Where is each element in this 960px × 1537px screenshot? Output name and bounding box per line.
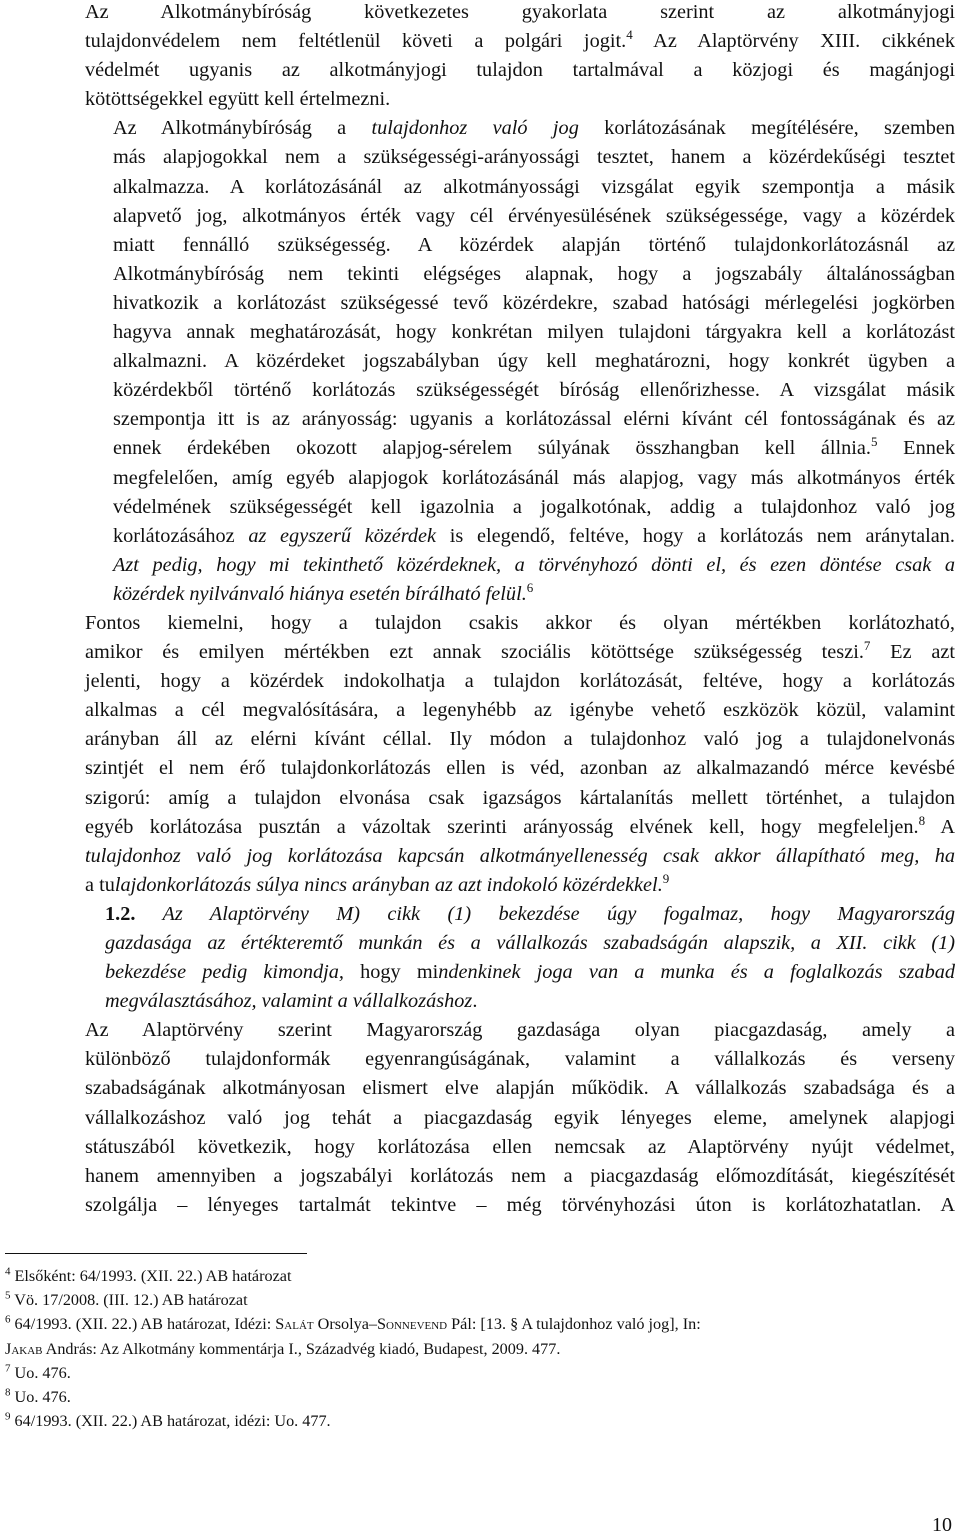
text: hanem amennyiben a jogszabályi korlátozás nem a piacgazdaság előmozdítását, kiegészítését (85, 1164, 955, 1187)
document-page (5, 0, 955, 1220)
text-line (5, 929, 955, 958)
text: A (925, 815, 956, 838)
text: szolgálja – lényeges tartalmát tekintve – még törvényhozási úton is korlátozhatatlan. A (85, 1193, 955, 1216)
text: Az Alaptörvény XIII. cikkének (632, 30, 956, 53)
text-line (5, 958, 955, 987)
text: korlátozásának megítélésére, szemben (578, 117, 956, 140)
text-line (5, 609, 955, 638)
footnote-text: Vö. 17/2008. (III. 12.) AB határozat (10, 1291, 248, 1310)
text: közérdekből történő korlátozás szükségességét bíróság ellenőrizhesse. A vizsgálat másik (113, 379, 955, 402)
text: a tu (85, 873, 115, 896)
text-line (5, 1162, 955, 1191)
footnote-ref: 5 (871, 434, 878, 450)
text: státuszából következik, hogy korlátozása ellen nemcsak az Alaptörvény nyújt védelmet, (85, 1135, 955, 1158)
text-line (5, 725, 955, 754)
text: szempontja itt is az arányosság: ugyanis a korlátozással elérni kívánt cél fontosságának és az (113, 408, 955, 431)
text: arányban áll az elérni kívánt céllal. Ily módon a tulajdonhoz való jog a tulajdonelvonás (85, 728, 955, 751)
text: Fontos kiemelni, hogy a tulajdon csakis akkor és olyan mértékben korlátozható, (85, 611, 955, 634)
paragraph-1 (5, 0, 955, 114)
italic-text: lajdonkorlátozás súlya nincs arányban az azt indokoló közérdekkel. (114, 873, 663, 896)
text-line (5, 56, 955, 85)
text-line (5, 551, 955, 580)
italic-text: bekezdése pedig kimondja, (105, 961, 344, 984)
text-line (5, 493, 955, 522)
text-line (5, 784, 955, 813)
text-line (5, 1074, 955, 1103)
text: alkalmas a cél megvalósítására, a legenyhébb az igénybe vehető eszközök közül, valamint (85, 699, 955, 722)
text-line (5, 173, 955, 202)
text-line (5, 900, 955, 929)
text: Ez azt (870, 641, 955, 664)
text-line (5, 754, 955, 783)
italic-text: ndenkinek joga van a munka és a foglalkozás szabad (438, 961, 955, 984)
text-line (5, 1104, 955, 1133)
text-line (5, 813, 955, 842)
text-line (5, 842, 955, 871)
text: Ennek (877, 437, 955, 460)
author-name: alát (284, 1315, 314, 1334)
footnote-ref: 8 (918, 812, 926, 828)
text-line (5, 85, 955, 114)
footnote-ref: 9 (662, 871, 670, 887)
text: kötöttségekkel együtt kell értelmezni. (85, 88, 391, 111)
text: szigorú: amíg a tulajdon elvonása csak igazságos kártalanítás mellett történhet, a tulajdon (85, 786, 955, 809)
text: szintjét el nem érő tulajdonkorlátozás ellen is véd, azonban az alkalmazandó mérce kevésbé (85, 757, 955, 780)
text: Az Alkotmánybíróság a (113, 117, 372, 140)
text: hagyva annak meghatározását, hogy konkrétan milyen tulajdoni tárgyakra kell a korlátozást (113, 321, 955, 344)
footnote-text: Uo. 476. (10, 1363, 71, 1382)
paragraph-5 (5, 1016, 955, 1220)
footnote-ref: 6 (526, 580, 534, 596)
text-line (5, 464, 955, 493)
text: is elegendő, feltéve, hogy a korlátozás nem aránytalan. (436, 524, 955, 547)
footnote-number: 9 (5, 1410, 11, 1423)
text: különböző tulajdonformák egyenrangúságának, valamint a vállalkozás és verseny (85, 1048, 955, 1071)
text: Az Alkotmánybíróság következetes gyakorlata szerint az alkotmányjogi (85, 1, 955, 23)
text-line (5, 667, 955, 696)
footnote-number: 8 (5, 1386, 11, 1399)
text-line (5, 1191, 955, 1220)
text: hivatkozik a korlátozást szükségessé tevő közérdekre, szabad hatósági mérlegelési jogkörben (113, 291, 955, 314)
text: megfelelően, amíg egyéb alapjogok korlátozásánál más alapjog, vagy más alkotmányos érték (113, 466, 955, 489)
text-line (5, 231, 955, 260)
author-name: akab (11, 1339, 43, 1358)
text-line (5, 202, 955, 231)
text-line (5, 376, 955, 405)
footnote-6 (5, 1312, 955, 1336)
text-line (5, 580, 955, 609)
text: ennek érdekében okozott alapjog-sérelem súlyának összhangban kell állnia. (113, 437, 872, 460)
text: vállalkozáshoz való jog tehát a piacgazdaság egyik lényeges eleme, amelynek alapjogi (85, 1106, 955, 1129)
text: tulajdonvédelem nem feltétlenül követi a polgári jogit. (85, 30, 627, 53)
footnote-ref: 7 (863, 638, 871, 654)
text-line (5, 0, 955, 27)
section-number: 1.2. (105, 902, 136, 925)
text: alkalmazza. A korlátozásánál az alkotmányossági vizsgálat egyik szempontja a másik (113, 175, 955, 198)
footnote-8 (5, 1385, 955, 1409)
footnote-text: 64/1993. (XII. 22.) AB határozat, Idézi: S (10, 1315, 285, 1334)
footnote-5 (5, 1288, 955, 1312)
text: más alapjogokkal nem a szükségességi-arányossági tesztet, hanem a közérdekűségi tesztet (113, 146, 955, 169)
footnote-number: 5 (5, 1289, 11, 1302)
footnote-separator (5, 1253, 307, 1254)
author-name: onnevend (386, 1315, 448, 1334)
footnote-text: Uo. 476. (10, 1388, 71, 1407)
italic-text: Azt pedig, hogy mi tekinthető közérdeknek, a törvényhozó dönti el, és ezen döntése csak a (113, 553, 955, 576)
italic-text: tulajdonhoz való jog korlátozása kapcsán alkotmányellenesség csak akkor állapítható meg, ha (85, 844, 955, 867)
text: szabadságának alkotmányosan elismert elve alapján működik. A vállalkozás szabadsága és a (85, 1077, 955, 1100)
text: hogy mi (343, 961, 439, 984)
text-line (5, 638, 955, 667)
footnote-number: 4 (5, 1265, 11, 1278)
text: védelmének szükségességét kell igazolnia a jogalkotónak, addig a tulajdonhoz való jog (113, 495, 955, 518)
footnote-number: 6 (5, 1314, 11, 1327)
footnote-number: 7 (5, 1362, 11, 1375)
paragraph-4 (5, 900, 955, 1016)
text-line (5, 696, 955, 725)
text: alapvető jog, alkotmányos érték vagy cél érvényesülésének szükségessége, vagy a közérdek (113, 204, 955, 227)
footnote-6-continued (5, 1337, 955, 1361)
text-line (5, 871, 955, 900)
italic-text: közérdek nyilvánvaló hiánya esetén bírálható felül. (113, 582, 527, 605)
text-line (5, 114, 955, 143)
footnote-ref: 4 (626, 27, 633, 43)
footnote-text: Elsőként: 64/1993. (XII. 22.) AB határozat (10, 1267, 292, 1285)
footnote-9 (5, 1409, 955, 1433)
footnote-4 (5, 1264, 955, 1288)
text: egyéb korlátozása pusztán a vázoltak szerinti arányosság elvének kell, hogy megfeleljen. (85, 815, 919, 838)
footnote-text: Pál: [13. § A tulajdonhoz való jog], In: (447, 1315, 701, 1334)
text-line (5, 260, 955, 289)
paragraph-2 (5, 114, 955, 609)
text-line (5, 434, 955, 463)
italic-text: gazdasága az értékteremtő munkán és a vállalkozás szabadságán alapszik, a XII. cikk (1) (105, 932, 955, 954)
text-line (5, 347, 955, 376)
text-line (5, 143, 955, 172)
text-line (5, 1045, 955, 1074)
footnote-text: 64/1993. (XII. 22.) AB határozat, idézi: Uo. 477. (10, 1412, 331, 1431)
text: miatt fennálló szükségesség. A közérdek alapján történő tulajdonkorlátozásnál az (113, 233, 955, 256)
footnote-text: Orsolya–S (313, 1315, 387, 1334)
text-line (5, 522, 955, 551)
text: Alkotmánybíróság nem tekinti elégséges alapnak, hogy a jogszabály általánosságban (113, 262, 955, 285)
text-line (5, 1133, 955, 1162)
text-line (5, 405, 955, 434)
italic-text: megválasztásához, valamint a vállalkozáshoz (105, 990, 473, 1013)
text-line (5, 987, 955, 1016)
text: amikor és emilyen mértékben ezt annak szociális kötöttsége szükségesség teszi. (85, 641, 864, 664)
footnote-text: András: Az Alkotmány kommentárja I., Századvég kiadó, Budapest, 2009. 477. (42, 1339, 561, 1358)
italic-text: Az Alaptörvény M) cikk (1) bekezdése úgy fogalmaz, hogy Magyarország (135, 902, 955, 925)
text: jelenti, hogy a közérdek indokolhatja a tulajdon korlátozását, feltéve, hogy a korlátozás (85, 670, 955, 693)
text: védelmét ugyanis az alkotmányjogi tulajdon tartalmával a közjogi és magánjogi (85, 59, 955, 82)
page-number: 10 (932, 1514, 952, 1536)
text-line (5, 318, 955, 347)
paragraph-3 (5, 609, 955, 900)
text: alkalmazni. A közérdeket jogszabályban úgy kell meghatározni, hogy konkrét ügyben a (113, 350, 955, 373)
italic-text: az egyszerű közérdek (248, 524, 437, 547)
italic-text: tulajdonhoz való jog (371, 117, 579, 140)
text: Az Alaptörvény szerint Magyarország gazdasága olyan piacgazdaság, amely a (85, 1019, 955, 1042)
footnote-7 (5, 1361, 955, 1385)
text: . (472, 990, 478, 1013)
text-line (5, 27, 955, 56)
text-line (5, 289, 955, 318)
footnote-text: J (5, 1339, 12, 1358)
text: korlátozásához (113, 524, 249, 547)
footnotes (5, 1264, 955, 1433)
text-line (5, 1016, 955, 1045)
